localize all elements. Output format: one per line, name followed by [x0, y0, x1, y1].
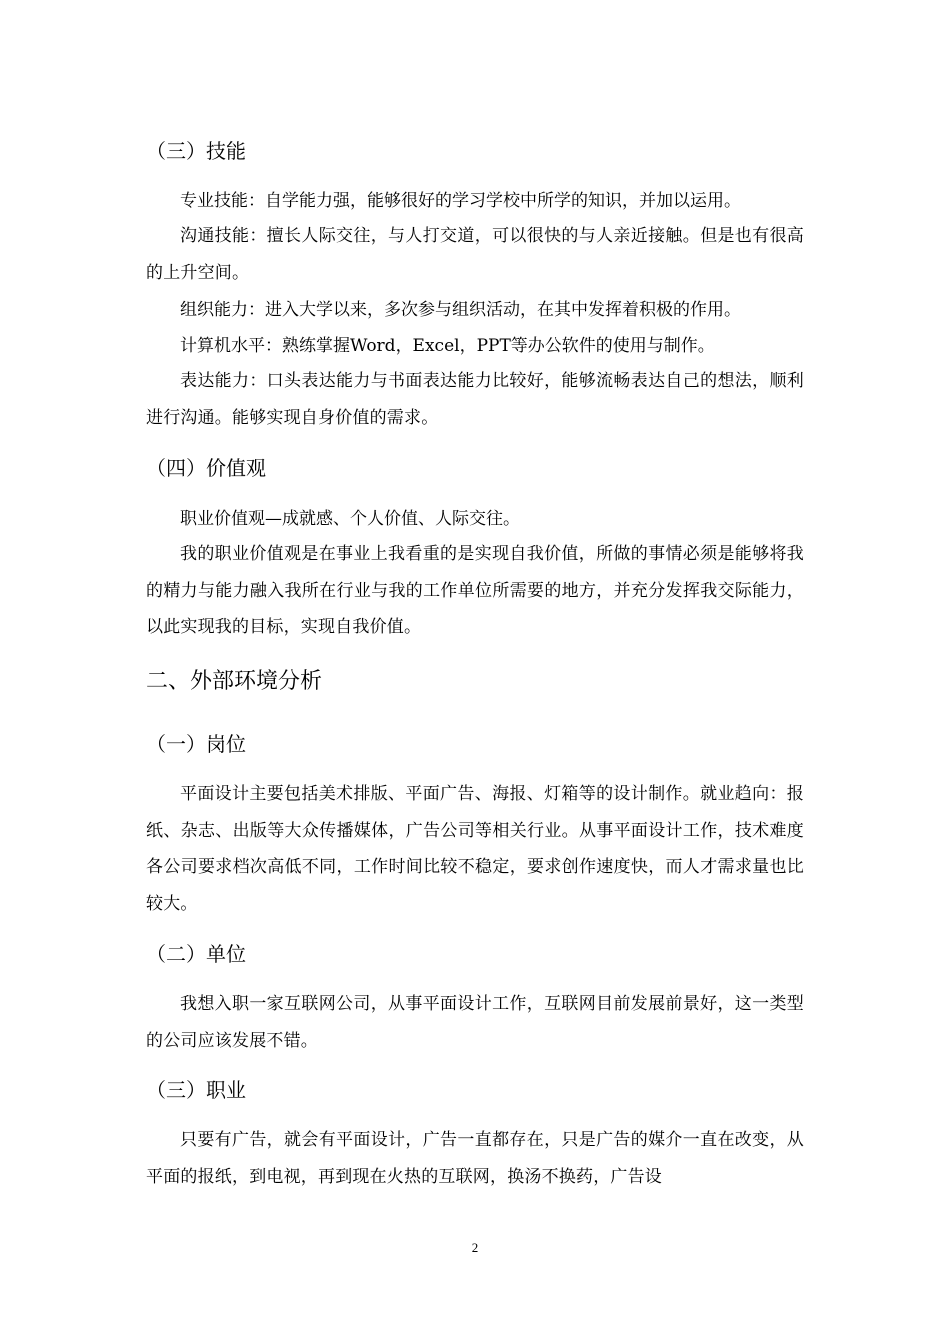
skill-professional: 专业技能：自学能力强，能够很好的学习学校中所学的知识，并加以运用。 — [180, 191, 741, 211]
values-heading: （四）价值观 — [146, 456, 266, 480]
skill-expression: 表达能力：口头表达能力与书面表达能力比较好，能够流畅表达自己的想法，顺利进行沟通。能够实现自身价值的需求。 — [146, 371, 804, 428]
skill-communication: 沟通技能：擅长人际交往，与人打交道，可以很快的与人亲近接触。但是也有很高的上升空间。 — [146, 226, 804, 283]
skills-heading: （三）技能 — [146, 139, 246, 163]
position-text: 平面设计主要包括美术排版、平面广告、海报、灯箱等的设计制作。就业趋向：报纸、杂志、出版等大众传播媒体，广告公司等相关行业。从事平面设计工作，技术难度各公司要求档次高低不同，工作时间比较不稳定，要求创作速度快，而人才需求量也比较大。 — [146, 784, 804, 914]
skill-organization: 组织能力：进入大学以来，多次参与组织活动，在其中发挥着积极的作用。 — [180, 300, 741, 320]
career-text: 只要有广告，就会有平面设计，广告一直都存在，只是广告的媒介一直在改变，从平面的报纸，到电视，再到现在火热的互联网，换汤不换药，广告设 — [146, 1130, 804, 1187]
position-heading: （一）岗位 — [146, 732, 246, 756]
skill-computer: 计算机水平：熟练掌握Word，Excel，PPT等办公软件的使用与制作。 — [180, 336, 715, 356]
page-number: 2 — [471, 1240, 479, 1255]
unit-text: 我想入职一家互联网公司，从事平面设计工作，互联网目前发展前景好，这一类型的公司应该发展不错。 — [146, 994, 804, 1051]
external-heading: 二、外部环境分析 — [146, 669, 323, 694]
values-summary: 职业价值观—成就感、个人价值、人际交往。 — [180, 509, 520, 529]
values-description: 我的职业价值观是在事业上我看重的是实现自我价值，所做的事情必须是能够将我的精力与能力融入我所在行业与我的工作单位所需要的地方，并充分发挥我交际能力，以此实现我的目标，实现自我价值。 — [146, 544, 804, 637]
unit-heading: （二）单位 — [146, 942, 246, 966]
career-heading: （三）职业 — [146, 1078, 246, 1102]
